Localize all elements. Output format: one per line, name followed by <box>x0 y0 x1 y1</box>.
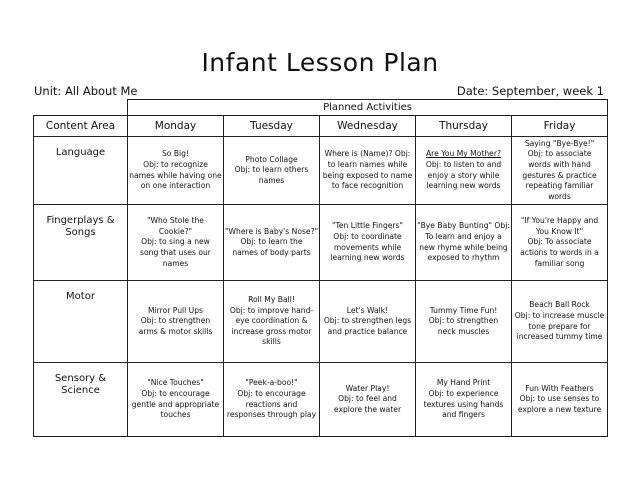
activity-text: textures using hands <box>423 399 504 409</box>
activity-text: Obj: to encourage <box>237 388 306 398</box>
activity-text: on one interaction <box>140 181 211 191</box>
activity-cell-thursday <box>416 205 512 281</box>
activity-text: repeating familiar <box>525 181 594 191</box>
activity-cell-wednesday <box>320 136 416 204</box>
activity-text: neck muscles <box>437 326 490 336</box>
activity-text: song that uses our <box>140 247 211 257</box>
activity-title: Tummy Time Fun! <box>429 305 498 315</box>
activity-text: increased tummy time <box>516 332 603 342</box>
activity-text: arms & motor skills <box>138 326 213 336</box>
activity-text: tone prepare for <box>528 321 591 331</box>
activity-text: Obj: to sing a new <box>141 237 210 247</box>
activity-title: My Hand Print <box>436 378 491 388</box>
activity-text: gentle and appropriate <box>131 399 220 409</box>
content-area-cell <box>34 136 128 204</box>
page-title: Infant Lesson Plan <box>201 48 439 77</box>
activity-text: names while having one <box>129 170 222 180</box>
activity-text: enjoy a story while <box>427 170 500 180</box>
activity-cell-friday <box>512 363 608 437</box>
activity-title: Fun With Feathers <box>525 383 594 393</box>
content-area-label: Songs <box>65 227 96 239</box>
activity-text: Obj: to associate <box>527 149 592 159</box>
lesson-plan-table <box>33 99 608 437</box>
activity-text: names <box>258 175 285 185</box>
blank-corner-cell <box>34 100 128 116</box>
activity-cell-friday <box>512 205 608 281</box>
unit-label: Unit: All About Me <box>34 84 138 98</box>
column-header-thursday: Thursday <box>416 116 512 137</box>
activity-text: responses through play <box>226 410 317 420</box>
column-header-monday: Monday <box>128 116 224 137</box>
content-area-label: Language <box>55 146 106 158</box>
activity-text: to face recognition <box>331 181 404 191</box>
activity-cell-monday <box>128 136 224 204</box>
activity-title: Roll My Ball! <box>248 295 295 305</box>
activity-text: learning new words <box>330 253 405 263</box>
activity-text: Obj: to increase muscle <box>514 311 605 320</box>
activity-text: gestures & practice <box>522 170 597 180</box>
activity-text: Obj: to use senses to <box>519 394 600 404</box>
column-header-friday: Friday <box>512 116 608 137</box>
activity-text: Obj: to learn the <box>240 237 303 247</box>
activity-title: "Nice Touches" <box>147 378 204 388</box>
table-row <box>34 281 608 363</box>
activity-cell-monday <box>128 281 224 363</box>
activity-text: words with hand <box>528 159 591 169</box>
activity-text: familiar song <box>534 258 585 268</box>
activity-title: Water Play! <box>345 383 390 393</box>
activity-text: and practice balance <box>327 326 408 336</box>
activity-text: to learn names while <box>327 159 408 169</box>
activity-text: Obj: to strengthen legs <box>323 316 412 326</box>
activity-text: To learn and enjoy a <box>425 232 502 242</box>
activity-text: names <box>162 258 189 268</box>
activity-title: So Big! <box>161 149 190 159</box>
activity-text: Obj: to encourage <box>141 388 210 398</box>
activity-cell-tuesday <box>224 136 320 204</box>
activity-text: reactions and <box>245 399 298 409</box>
activity-cell-wednesday <box>320 363 416 437</box>
plan-body <box>34 136 608 436</box>
activity-title: "If You're Happy and <box>520 216 599 226</box>
activity-text: actions to words in a <box>520 247 599 257</box>
activity-text: learning new words <box>426 181 501 191</box>
activity-title: Photo Collage <box>245 154 298 164</box>
column-header-wednesday: Wednesday <box>320 116 416 137</box>
activity-text: Obj: to feel and <box>338 394 397 404</box>
activity-cell-thursday <box>416 136 512 204</box>
activity-text: new rhyme while being <box>419 242 508 252</box>
table-row <box>34 136 608 204</box>
activity-text: You Know It" <box>535 226 584 236</box>
activity-cell-tuesday <box>224 363 320 437</box>
activity-text: Cookie?" <box>158 226 193 236</box>
activity-cell-thursday <box>416 281 512 363</box>
activity-cell-wednesday <box>320 205 416 281</box>
activity-title: "Who Stole the <box>147 216 204 226</box>
activity-cell-wednesday <box>320 281 416 363</box>
activity-text: eye coordination & <box>235 316 308 326</box>
activity-cell-friday <box>512 136 608 204</box>
activity-title: Are You My Mother? <box>425 149 501 159</box>
activity-text: Obj: to learn others <box>234 165 309 175</box>
activity-text: explore a new texture <box>517 404 602 414</box>
activity-text: names of body parts <box>232 247 311 257</box>
activity-text: Obj: to recognize <box>143 159 208 169</box>
activity-cell-friday <box>512 281 608 363</box>
table-row <box>34 363 608 437</box>
activity-text: and fingers <box>442 410 485 420</box>
content-area-label: Fingerplays & <box>46 215 115 227</box>
activity-text: Obj: to strengthen <box>428 316 499 326</box>
activity-text: Obj: To associate <box>527 237 592 247</box>
content-area-cell <box>34 205 128 281</box>
activity-cell-tuesday <box>224 281 320 363</box>
activity-text: Obj: to listen to and <box>425 159 502 169</box>
activity-title: Mirror Pull Ups <box>147 305 203 315</box>
activity-title: "Ten Little Fingers" <box>331 221 404 231</box>
activity-title: Saying "Bye-Bye!" <box>524 138 595 148</box>
activity-title: "Bye Baby Bunting" Obj: <box>417 221 510 231</box>
activity-text: words <box>548 191 571 201</box>
content-area-cell <box>34 363 128 437</box>
activity-text: Obj: to coordinate <box>333 232 402 242</box>
activity-text: skills <box>262 337 281 347</box>
activity-title: Let's Walk! <box>346 305 389 315</box>
activity-cell-monday <box>128 205 224 281</box>
content-area-label: Sensory & Science <box>54 373 107 397</box>
activity-text: increase gross motor <box>231 326 312 336</box>
column-header-content-area: Content Area <box>34 116 128 137</box>
column-header-tuesday: Tuesday <box>224 116 320 137</box>
activity-text: touches <box>160 410 191 420</box>
planned-activities-header: Planned Activities <box>128 100 608 116</box>
activity-cell-thursday <box>416 363 512 437</box>
activity-text: Obj: to experience <box>428 388 499 398</box>
activity-text: being exposed to name <box>322 170 413 180</box>
content-area-cell <box>34 281 128 363</box>
content-area-label: Motor <box>66 291 95 303</box>
activity-text: Obj: to improve hand- <box>229 305 314 315</box>
activity-text: movements while <box>333 242 402 252</box>
activity-text: explore the water <box>333 404 402 414</box>
activity-title: "Where is Baby's Nose?" <box>225 226 319 236</box>
activity-title: Beach Ball Rock <box>529 300 590 310</box>
date-label: Date: September, week 1 <box>456 84 604 98</box>
activity-text: exposed to rhythm <box>427 253 500 263</box>
activity-cell-monday <box>128 363 224 437</box>
activity-text: Obj: to strengthen <box>140 316 211 326</box>
activity-title: "Peek-a-boo!" <box>245 378 298 388</box>
activity-cell-tuesday <box>224 205 320 281</box>
activity-title: Where is (Name)? Obj: <box>324 149 411 159</box>
table-row <box>34 205 608 281</box>
